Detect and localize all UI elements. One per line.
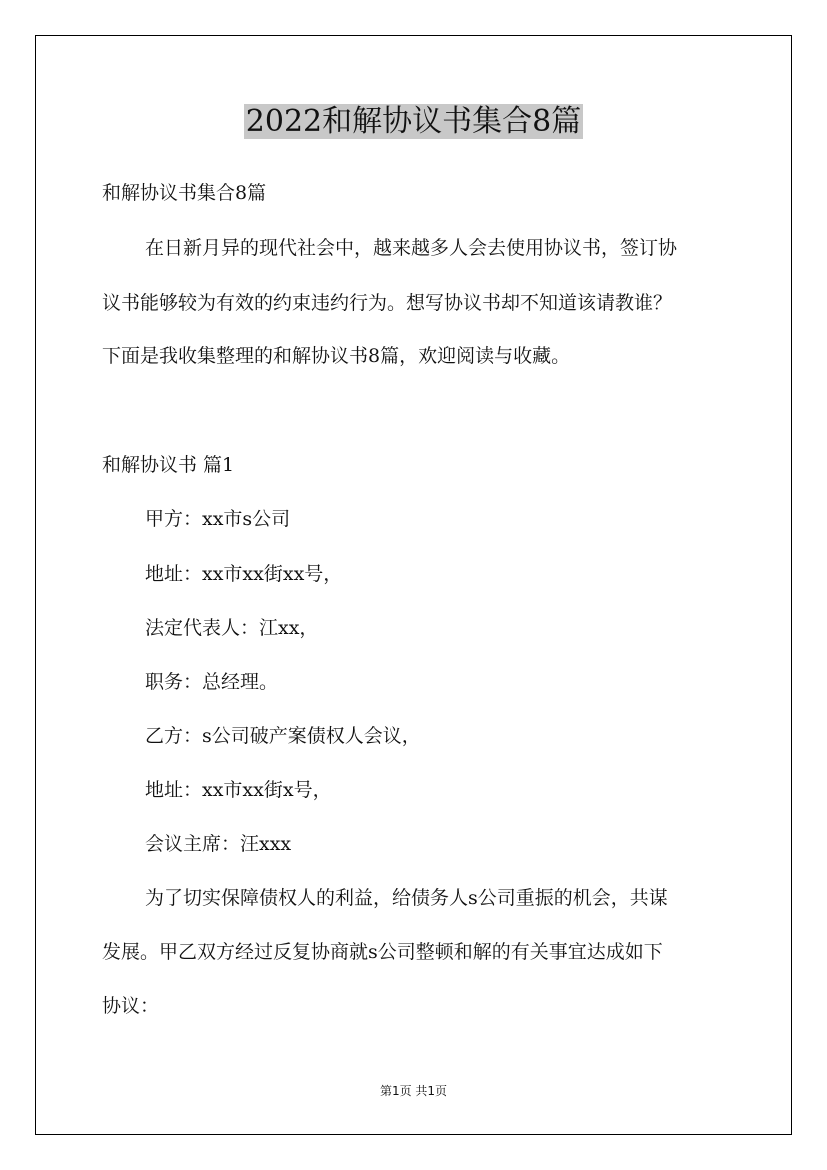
party-a-line: 甲方：xx市s公司 xyxy=(145,508,291,530)
intro-line-3: 下面是我收集整理的和解协议书8篇，欢迎阅读与收藏。 xyxy=(102,345,571,367)
body-line-3: 协议： xyxy=(102,995,160,1017)
body-line-2: 发展。甲乙双方经过反复协商就s公司整顿和解的有关事宜达成如下 xyxy=(102,941,663,963)
party-a-address: 地址：xx市xx街xx号， xyxy=(145,563,343,585)
party-b-address: 地址：xx市xx街x号， xyxy=(145,779,332,801)
party-b-chair: 会议主席：汪xxx xyxy=(145,833,292,855)
document-title-text: 2022和解协议书集合8篇 xyxy=(245,104,582,139)
intro-line-2: 议书能够较为有效的约束违约行为。想写协议书却不知道该请教谁？ xyxy=(102,292,673,314)
party-a-position: 职务：总经理。 xyxy=(145,671,279,693)
section-heading: 和解协议书 篇1 xyxy=(102,454,235,476)
body-line-1: 为了切实保障债权人的利益，给债务人s公司重振的机会，共谋 xyxy=(145,887,668,909)
party-b-line: 乙方：s公司破产案债权人会议， xyxy=(145,725,421,747)
intro-line-1: 在日新月异的现代社会中，越来越多人会去使用协议书，签订协 xyxy=(145,237,678,259)
document-subtitle: 和解协议书集合8篇 xyxy=(102,182,267,204)
document-title xyxy=(0,101,827,143)
party-a-representative: 法定代表人：江xx， xyxy=(145,617,319,639)
page-footer: 第1页 共1页 xyxy=(379,1084,448,1098)
